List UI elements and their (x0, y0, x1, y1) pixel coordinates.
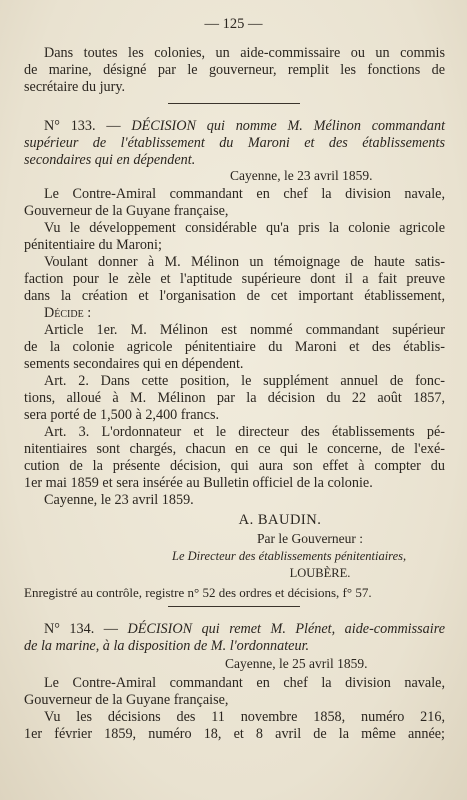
intro-line-2: de marine, désigné par le gouverneur, remplit les fonctions de (24, 62, 445, 78)
body-line: pénitentiaire du Maroni; (24, 237, 162, 253)
body-line: sera porté de 1,500 à 2,400 francs. (24, 407, 220, 423)
body-line: tions, alloué à M. Mélinon par la décision du 22 août 1857, (24, 390, 445, 406)
body-line: Vu le développement considérable qu'a pris la colonie agricole (44, 220, 445, 236)
body-line: de la colonie agricole pénitentiaire du Maroni et des établis- (24, 339, 445, 355)
decision-133-number: N° 133. — (44, 118, 132, 134)
decision-134-date: Cayenne, le 25 avril 1859. (225, 656, 368, 671)
page-number: — 125 — (204, 16, 263, 32)
decision-134-heading-1 (44, 621, 445, 638)
decision-133-date: Cayenne, le 23 avril 1859. (230, 168, 373, 183)
intro-line-1: Dans toutes les colonies, un aide-commissaire ou un commis (44, 45, 445, 61)
decide-label: Décide : (44, 305, 92, 321)
body-line: nitentiaires sont chargés, chacun en ce qui le concerne, de l'exé- (24, 441, 445, 457)
decision-133-heading-1 (44, 118, 445, 135)
body-line: faction pour le zèle et l'aptitude supérieure dont il a fait preuve (24, 271, 445, 287)
director-title: Le Directeur des établissements pénitentiaires, (172, 549, 407, 563)
body-line: 1er mai 1859 et sera insérée au Bulletin officiel de la colonie. (24, 475, 373, 491)
decision-134-number: N° 134. — (44, 621, 128, 637)
par-le-gouverneur: Par le Gouverneur : (256, 531, 364, 546)
director-name: LOUBÈRE. (289, 566, 351, 580)
section-divider (168, 103, 300, 104)
body-line: Gouverneur de la Guyane française, (24, 203, 229, 219)
body-line: Voulant donner à M. Mélinon un témoignage de haute satis- (44, 254, 445, 270)
decision-133-title: DÉCISION qui nomme M. Mélinon commandant (131, 118, 446, 134)
section-divider (168, 606, 300, 607)
body-line: dans la création et l'organisation de cet important établissement, (24, 288, 445, 304)
intro-line-3: secrétaire du jury. (24, 79, 126, 95)
decision-133-heading-3: secondaires qui en dépendent. (24, 152, 196, 168)
body-line: cution de la présente décision, qui aura son effet à compter du (24, 458, 445, 474)
body-line: Vu les décisions des 11 novembre 1858, numéro 216, (44, 709, 445, 725)
body-line: Article 1er. M. Mélinon est nommé commandant supérieur (44, 322, 445, 338)
body-line: Art. 2. Dans cette position, le supplément annuel de fonc- (44, 373, 445, 389)
body-line: 1er février 1859, numéro 18, et 8 avril de la même année; (24, 726, 445, 742)
body-line: Gouverneur de la Guyane française, (24, 692, 229, 708)
body-line: sements secondaires qui en dépendent. (24, 356, 244, 372)
decision-133-heading-2: supérieur de l'établissement du Maroni et des établissements (24, 135, 445, 151)
signature: A. BAUDIN. (238, 512, 322, 528)
decision-134-title: DÉCISION qui remet M. Plénet, aide-commissaire (127, 621, 445, 637)
body-line: Le Contre-Amiral commandant en chef la division navale, (44, 675, 445, 691)
registry-note: Enregistré au contrôle, registre n° 52 des ordres et décisions, f° 57. (24, 585, 372, 600)
body-line: Le Contre-Amiral commandant en chef la division navale, (44, 186, 445, 202)
body-line: Art. 3. L'ordonnateur et le directeur des établissements pé- (44, 424, 445, 440)
closing-date: Cayenne, le 23 avril 1859. (44, 492, 194, 508)
decision-134-heading-2: de la marine, à la disposition de M. l'ordonnateur. (24, 638, 310, 654)
